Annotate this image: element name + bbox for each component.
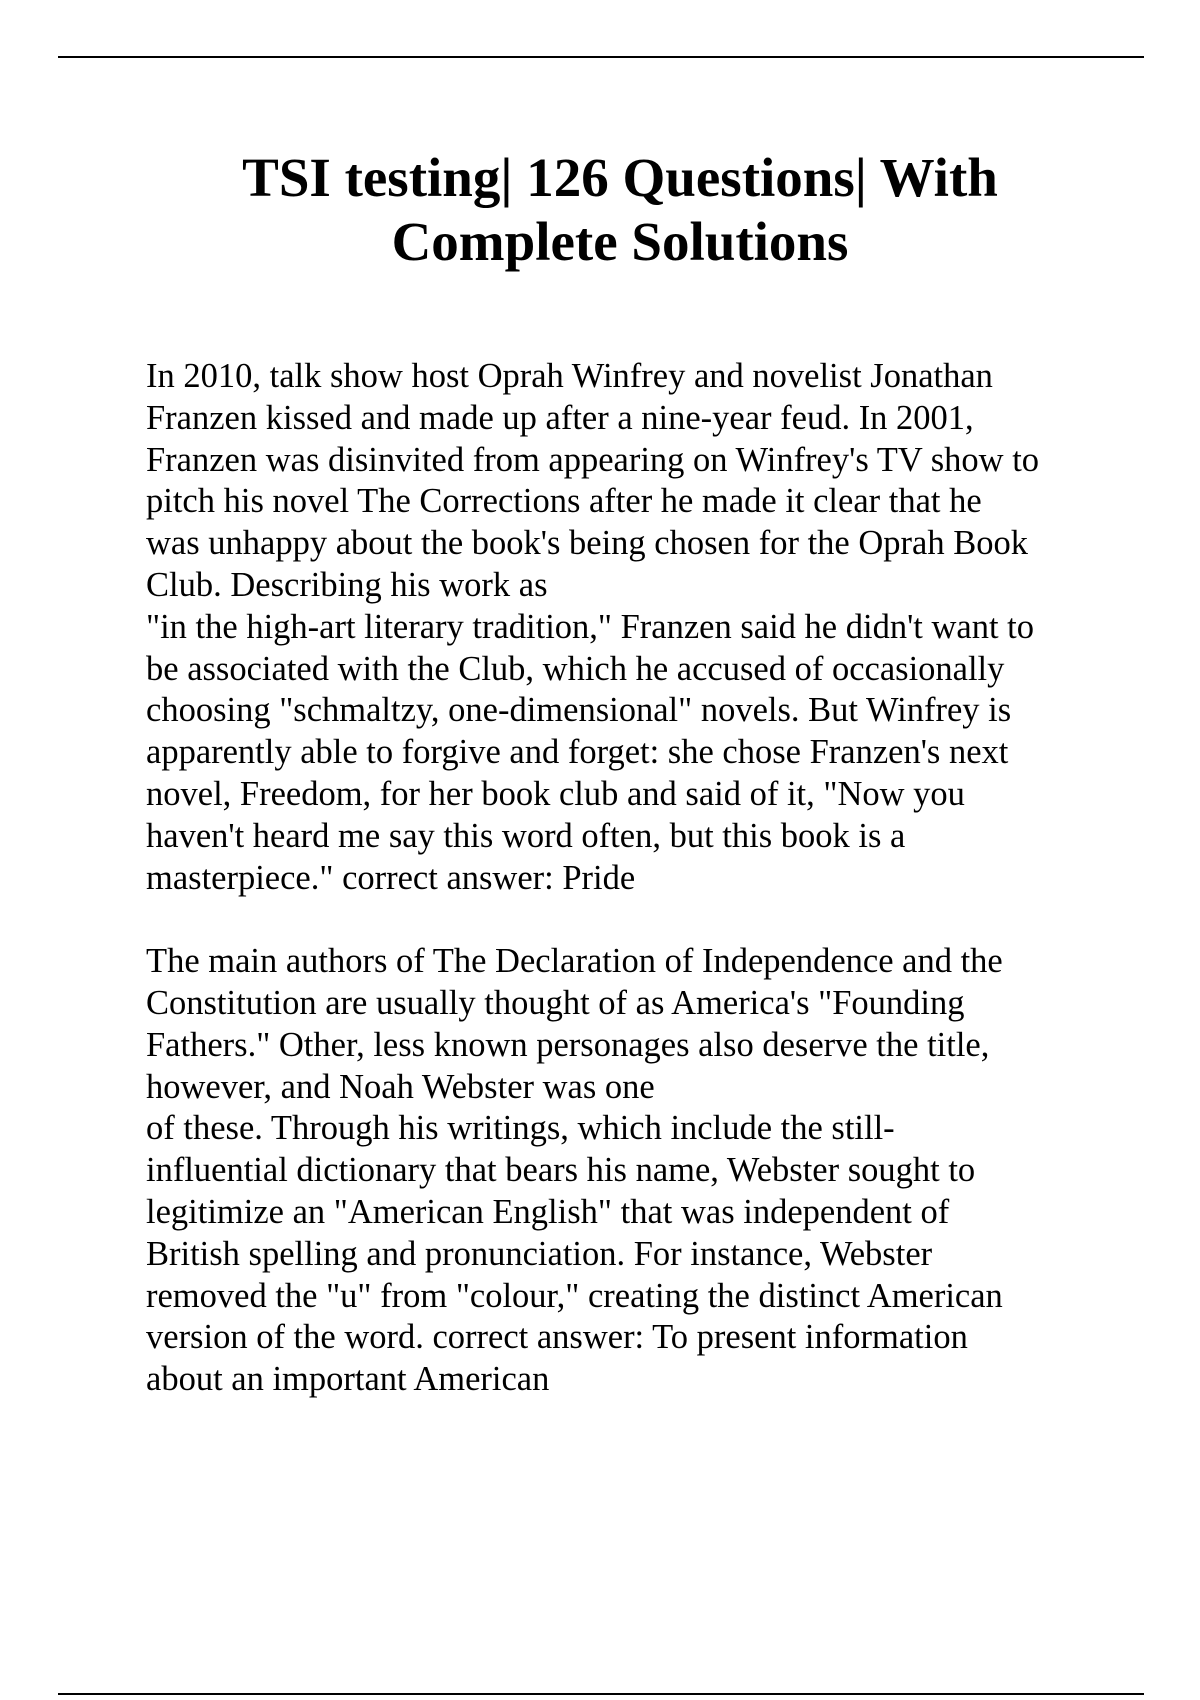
text-line: "in the high-art literary tradition," Franzen said he didn't want to <box>146 607 1035 646</box>
text-line: Club. Describing his work as <box>146 565 548 604</box>
document-title <box>160 146 1080 274</box>
text-line: Franzen kissed and made up after a nine-year feud. In 2001, <box>146 398 974 437</box>
text-line: Franzen was disinvited from appearing on Winfrey's TV show to <box>146 440 1040 479</box>
text-line: haven't heard me say this word often, but this book is a <box>146 816 906 855</box>
text-line: In 2010, talk show host Oprah Winfrey and novelist Jonathan <box>146 357 993 395</box>
question-block-1 <box>146 356 1106 899</box>
text-line: apparently able to forgive and forget: she chose Franzen's next <box>146 733 1009 772</box>
text-line: choosing "schmaltzy, one-dimensional" novels. But Winfrey is <box>146 691 1012 730</box>
title-line: Complete Solutions <box>391 211 849 272</box>
text-line: about an important American <box>146 1360 550 1399</box>
footer-rule <box>58 1693 1144 1695</box>
question-block-2 <box>146 941 1106 1401</box>
text-line: removed the "u" from "colour," creating the distinct American <box>146 1276 1003 1315</box>
text-line: legitimize an "American English" that was independent of <box>146 1192 950 1231</box>
text-line: however, and Noah Webster was one <box>146 1067 655 1106</box>
text-line: of these. Through his writings, which include the still- <box>146 1109 895 1148</box>
text-line: Fathers." Other, less known personages also deserve the title, <box>146 1025 990 1064</box>
document-body <box>146 356 1106 1443</box>
text-line: influential dictionary that bears his name, Webster sought to <box>146 1151 976 1190</box>
header-rule <box>58 56 1144 58</box>
text-line: pitch his novel The Corrections after he made it clear that he <box>146 482 982 521</box>
text-line: be associated with the Club, which he accused of occasionally <box>146 649 1005 688</box>
text-line: masterpiece." correct answer: Pride <box>146 858 636 897</box>
text-line: Constitution are usually thought of as America's "Founding <box>146 983 965 1022</box>
title-line: TSI testing| 126 Questions| With <box>242 147 998 208</box>
text-line: novel, Freedom, for her book club and said of it, "Now you <box>146 774 965 813</box>
text-line: version of the word. correct answer: To present information <box>146 1318 968 1357</box>
text-line: was unhappy about the book's being chosen for the Oprah Book <box>146 524 1028 563</box>
text-line: British spelling and pronunciation. For instance, Webster <box>146 1234 933 1273</box>
text-line: The main authors of The Declaration of Independence and the <box>146 942 1003 981</box>
